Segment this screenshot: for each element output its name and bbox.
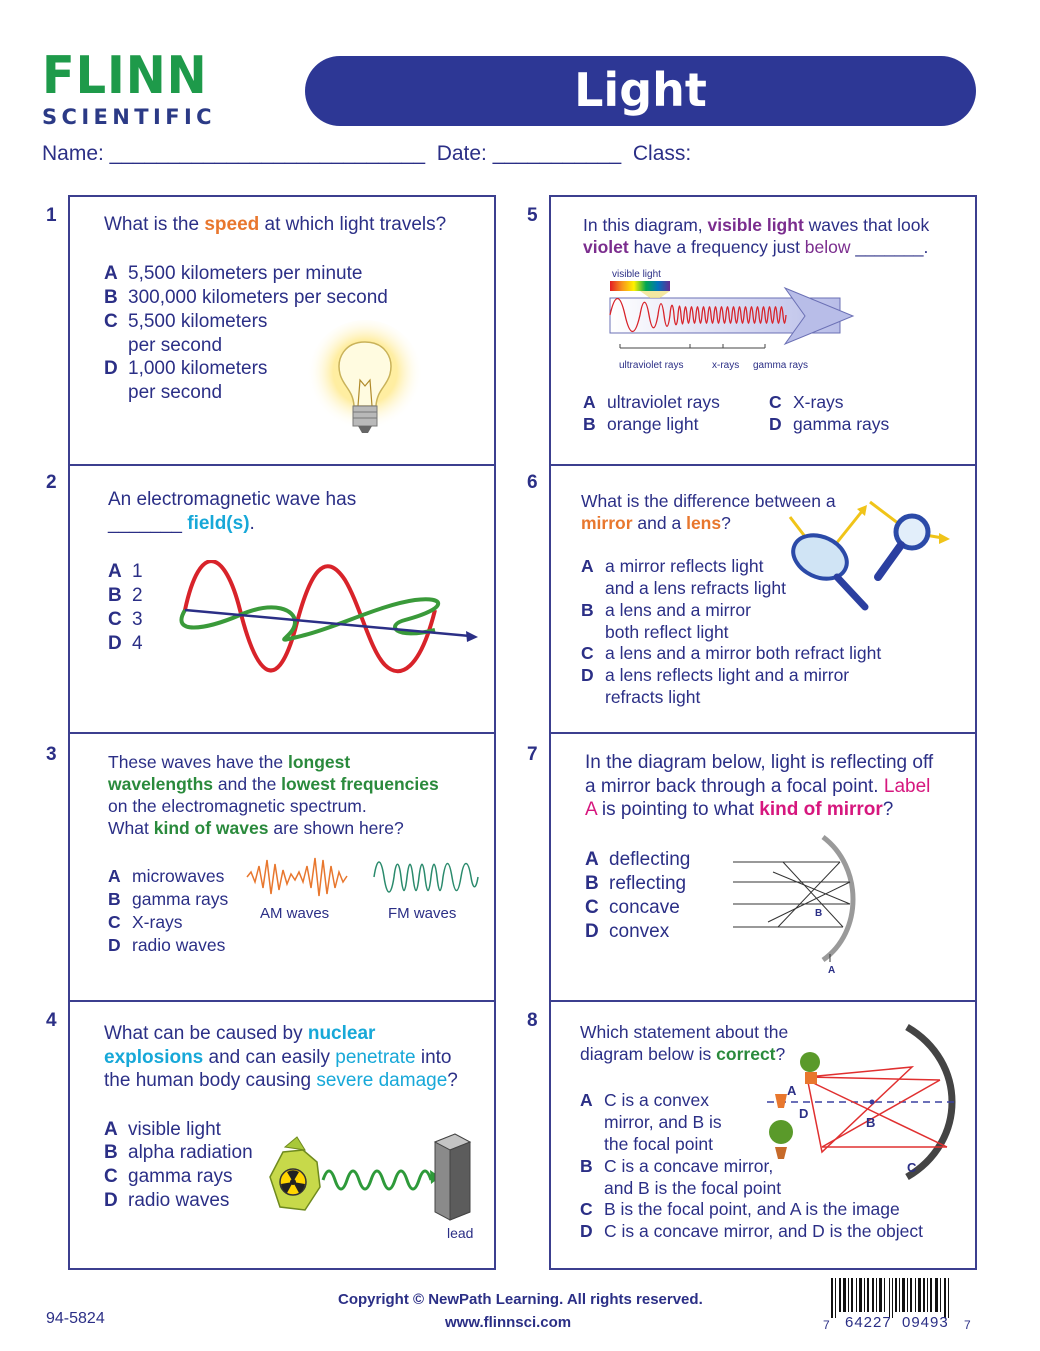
question-3-option-b[interactable]: B gamma rays bbox=[108, 889, 229, 909]
barcode-digit-last: 7 bbox=[964, 1318, 971, 1332]
fm-wave-icon bbox=[372, 855, 480, 900]
x-rays-label: x-rays bbox=[712, 360, 740, 371]
question-4-option-d[interactable]: D radio waves bbox=[104, 1190, 230, 1211]
question-5-option-c[interactable]: C X-rays bbox=[769, 392, 844, 412]
question-1-option-c[interactable]: C 5,500 kilometers per second bbox=[104, 311, 268, 356]
question-number-8: 8 bbox=[527, 1010, 538, 1031]
question-4-option-a[interactable]: A visible light bbox=[104, 1119, 221, 1140]
point-a-label: A bbox=[828, 965, 836, 976]
question-number-3: 3 bbox=[46, 744, 57, 765]
label-d: D bbox=[799, 1106, 809, 1121]
question-number-4: 4 bbox=[46, 1010, 57, 1031]
label-c: C bbox=[907, 1160, 917, 1175]
label-a: A bbox=[787, 1083, 797, 1098]
question-5-text: In this diagram, visible light waves that look violet have a frequency just below _______. bbox=[583, 215, 930, 257]
fm-waves-label: FM waves bbox=[388, 905, 457, 922]
question-3-option-c[interactable]: C X-rays bbox=[108, 912, 183, 932]
label-b: B bbox=[866, 1115, 876, 1130]
question-7-option-a[interactable]: A deflecting bbox=[585, 849, 691, 870]
question-number-1: 1 bbox=[46, 205, 57, 226]
question-8-option-b[interactable]: B C is a concave mirror, and B is the focal point bbox=[580, 1156, 782, 1198]
name-date-class-line: Name: ___________________________ Date: ___________ Class: bbox=[42, 142, 692, 165]
question-number-7: 7 bbox=[527, 744, 538, 765]
concave-mirror-reflection-icon bbox=[728, 832, 868, 967]
lead-label: lead bbox=[447, 1225, 474, 1241]
question-2-option-b[interactable]: B 2 bbox=[108, 585, 143, 606]
question-6-option-a[interactable]: A a mirror reflects light and a lens refracts light bbox=[581, 556, 786, 598]
concave-mirror-object-image-icon bbox=[762, 1022, 962, 1182]
mirror-and-lens-icon bbox=[785, 492, 955, 612]
question-1-option-b[interactable]: B 300,000 kilometers per second bbox=[104, 287, 388, 308]
question-3-text: These waves have the longest wavelengths and the lowest frequencies on the electromagnetic spectrum. What kind of waves are shown here? bbox=[108, 752, 439, 838]
question-7-option-b[interactable]: B reflecting bbox=[585, 873, 687, 894]
website-link[interactable]: www.flinnsci.com bbox=[445, 1314, 572, 1331]
question-2-option-a[interactable]: A 1 bbox=[108, 561, 143, 582]
question-number-6: 6 bbox=[527, 472, 538, 493]
flinn-logo-text: FLINN bbox=[42, 46, 208, 106]
question-8-option-d[interactable]: D C is a concave mirror, and D is the object bbox=[580, 1221, 924, 1241]
question-6-option-d[interactable]: D a lens reflects light and a mirror refracts light bbox=[581, 665, 850, 707]
question-1-text: What is the speed at which light travels? bbox=[104, 214, 447, 235]
question-4-text: What can be caused by nuclear explosions and can easily penetrate into the human body causing severe damage? bbox=[104, 1023, 458, 1091]
question-8-option-a[interactable]: A C is a convex mirror, and B is the focal point bbox=[580, 1090, 722, 1154]
question-1-option-a[interactable]: A 5,500 kilometers per minute bbox=[104, 263, 363, 284]
point-b-label: B bbox=[815, 908, 823, 919]
question-7-option-c[interactable]: C concave bbox=[585, 897, 680, 918]
question-3-option-a[interactable]: A microwaves bbox=[108, 866, 225, 886]
barcode-digits-right: 09493 bbox=[902, 1314, 949, 1331]
question-4-option-c[interactable]: C gamma rays bbox=[104, 1166, 233, 1187]
question-7-text: In the diagram below, light is reflecting off a mirror back through a focal point. Label A is pointing to what kind of mirror? bbox=[585, 752, 934, 820]
barcode-icon bbox=[831, 1278, 961, 1318]
barcode-digit-first: 7 bbox=[823, 1318, 830, 1332]
am-wave-icon bbox=[245, 850, 355, 905]
question-6-option-b[interactable]: B a lens and a mirror both reflect light bbox=[581, 600, 751, 642]
visible-light-label: visible light bbox=[612, 269, 661, 280]
question-6-text: What is the difference between a mirror and a lens? bbox=[581, 491, 836, 533]
scientific-logo-text: SCIENTIFIC bbox=[42, 105, 216, 129]
question-2-option-c[interactable]: C 3 bbox=[108, 609, 143, 630]
question-3-option-d[interactable]: D radio waves bbox=[108, 935, 226, 955]
electromagnetic-wave-icon bbox=[165, 560, 483, 685]
gamma-rays-label: gamma rays bbox=[753, 360, 809, 371]
question-4-option-b[interactable]: B alpha radiation bbox=[104, 1142, 253, 1163]
gamma-ray-penetration-icon bbox=[265, 1132, 480, 1222]
question-8-option-c[interactable]: C B is the focal point, and A is the image bbox=[580, 1199, 900, 1219]
question-7-option-d[interactable]: D convex bbox=[585, 921, 670, 942]
question-5-option-a[interactable]: A ultraviolet rays bbox=[583, 392, 720, 412]
ultraviolet-rays-label: ultraviolet rays bbox=[619, 360, 684, 371]
question-2-text: An electromagnetic wave has _______ field(s). bbox=[108, 489, 357, 534]
question-8-text: Which statement about the diagram below is correct? bbox=[580, 1022, 789, 1064]
am-waves-label: AM waves bbox=[260, 905, 330, 922]
copyright-text: Copyright © NewPath Learning. All rights reserved. bbox=[338, 1291, 703, 1308]
page-title: Light bbox=[305, 56, 976, 126]
barcode-digits-left: 64227 bbox=[845, 1314, 892, 1331]
product-code: 94-5824 bbox=[46, 1310, 105, 1327]
question-number-5: 5 bbox=[527, 205, 538, 226]
question-1-option-d[interactable]: D 1,000 kilometers per second bbox=[104, 358, 268, 403]
question-6-option-c[interactable]: C a lens and a mirror both refract light bbox=[581, 643, 882, 663]
question-5-option-d[interactable]: D gamma rays bbox=[769, 414, 890, 434]
light-bulb-icon bbox=[300, 320, 430, 445]
question-number-2: 2 bbox=[46, 472, 57, 493]
question-5-option-b[interactable]: B orange light bbox=[583, 414, 699, 434]
question-2-option-d[interactable]: D 4 bbox=[108, 633, 143, 654]
